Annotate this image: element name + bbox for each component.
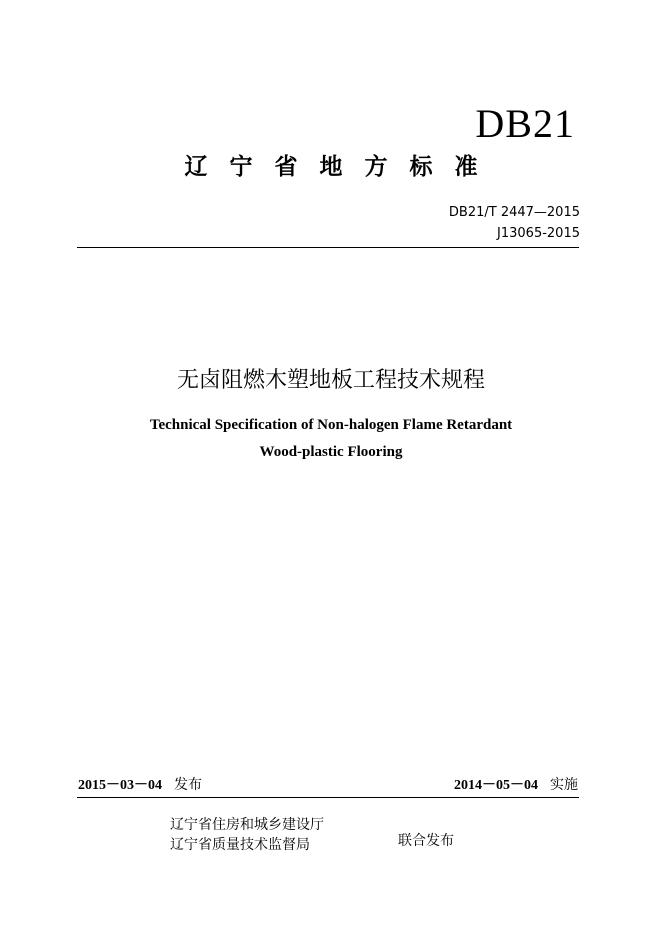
footer-divider <box>77 797 579 798</box>
document-title-en-line2: Wood-plastic Flooring <box>259 444 403 460</box>
effective-date-block <box>454 778 578 793</box>
effective-date: 2014－05－04 <box>454 778 538 793</box>
joint-issue-label: 联合发布 <box>398 833 454 849</box>
effective-label: 实施 <box>550 777 578 793</box>
issue-date-block <box>78 778 202 793</box>
standard-code: DB21/T 2447—2015 <box>448 205 580 220</box>
standard-category-title: 辽宁省地方标准 <box>184 154 500 180</box>
issue-label: 发布 <box>174 777 202 793</box>
issuer-housing-department: 辽宁省住房和城乡建设厅 <box>170 817 324 833</box>
record-code: J13065-2015 <box>497 226 580 241</box>
standard-mark: DB21 <box>475 101 575 146</box>
document-title-en-line1: Technical Specification of Non-halogen Flame Retardant <box>149 417 513 433</box>
issuer-quality-bureau: 辽宁省质量技术监督局 <box>170 837 310 853</box>
issue-date: 2015－03－04 <box>78 778 162 793</box>
document-title-cn: 无卤阻燃木塑地板工程技术规程 <box>176 368 485 393</box>
header-divider <box>77 247 579 248</box>
